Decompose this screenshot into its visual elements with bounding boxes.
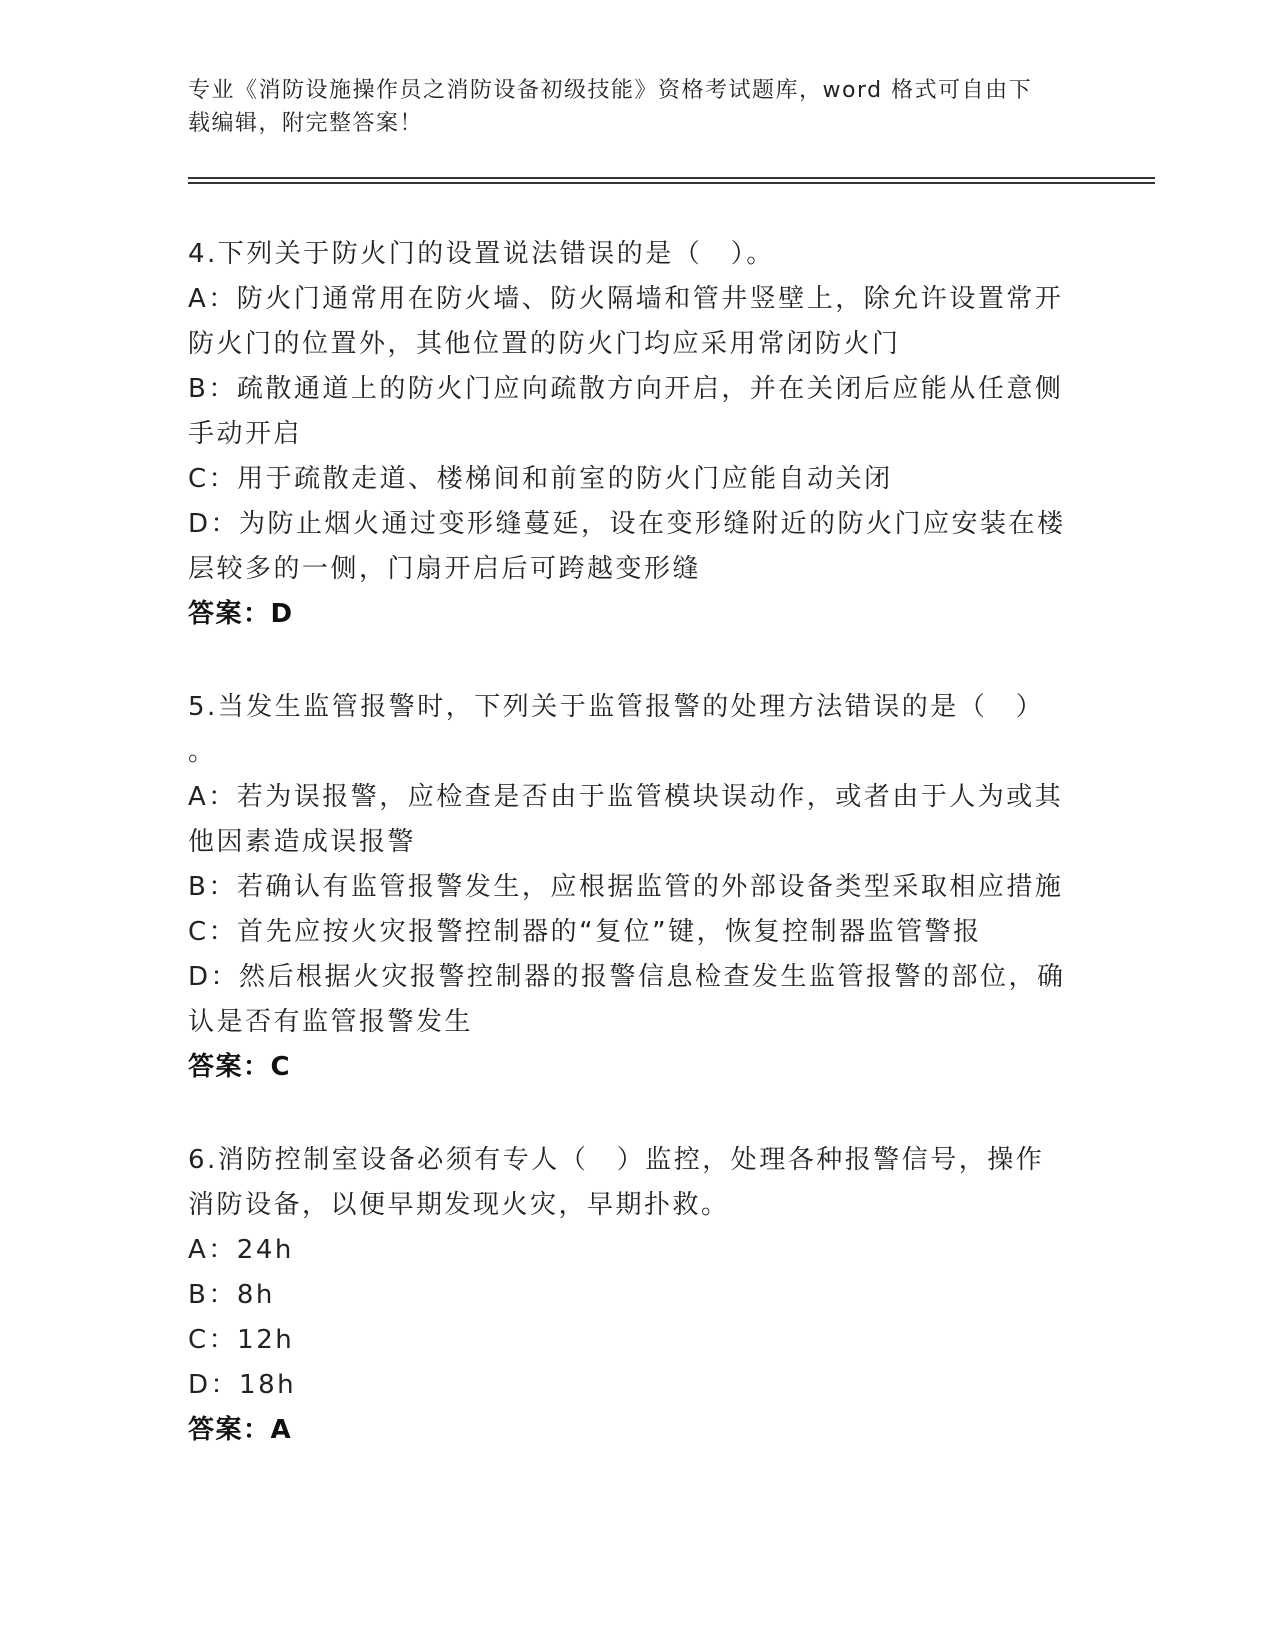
answer-label: 答案：D [188,599,294,629]
header-divider-bottom [188,182,1155,184]
option-text: A：防火门通常用在防火墙、防火隔墙和管井竖壁上，除允许设置常开 [188,284,1064,314]
question-5 [188,685,1088,1090]
option-text: 手动开启 [188,419,303,449]
answer-label: 答案：A [188,1415,293,1445]
question-6 [188,1138,1088,1453]
option-b [188,367,1088,457]
document-header [188,74,1068,140]
option-d [188,955,1088,1045]
option-text: 认是否有监管报警发生 [188,1007,474,1037]
option-text: A：若为误报警，应检查是否由于监管模块误动作，或者由于人为或其 [188,782,1064,812]
option-text: D：为防止烟火通过变形缝蔓延，设在变形缝附近的防火门应安装在楼 [188,509,1066,539]
option-text: C：用于疏散走道、楼梯间和前室的防火门应能自动关闭 [188,464,893,494]
question-stem: 5.当发生监管报警时，下列关于监管报警的处理方法错误的是（ ） [188,692,1045,722]
question-list [188,232,1088,1501]
option-text: 层较多的一侧，门扇开启后可跨越变形缝 [188,554,702,584]
option-text: 他因素造成误报警 [188,827,417,857]
question-stem: 。 [188,737,217,767]
question-4 [188,232,1088,637]
question-stem: 6.消防控制室设备必须有专人（ ）监控，处理各种报警信号，操作 [188,1145,1045,1175]
option-text: D：然后根据火灾报警控制器的报警信息检查发生监管报警的部位，确 [188,962,1066,992]
option-a: A：24h [188,1235,294,1265]
question-stem: 4.下列关于防火门的设置说法错误的是（ ）。 [188,239,775,269]
option-a [188,775,1088,865]
header-divider-top [188,177,1155,179]
option-a [188,277,1088,367]
option-text: B：若确认有监管报警发生，应根据监管的外部设备类型采取相应措施 [188,872,1064,902]
answer-label: 答案：C [188,1052,292,1082]
option-b: B：8h [188,1280,275,1310]
header-line-1: 专业《消防设施操作员之消防设备初级技能》资格考试题库，word 格式可自由下 [188,78,1033,103]
option-text: B：疏散通道上的防火门应向疏散方向开启，并在关闭后应能从任意侧 [188,374,1064,404]
option-b [188,865,1088,910]
option-d [188,502,1088,592]
option-text: 防火门的位置外，其他位置的防火门均应采用常闭防火门 [188,329,901,359]
option-c [188,457,1088,502]
option-text: C：首先应按火灾报警控制器的“复位”键，恢复控制器监管警报 [188,917,982,947]
header-line-2: 载编辑，附完整答案！ [188,111,424,136]
option-d: D：18h [188,1370,297,1400]
option-c [188,910,1088,955]
option-c: C：12h [188,1325,295,1355]
question-stem: 消防设备，以便早期发现火灾，早期扑救。 [188,1190,730,1220]
